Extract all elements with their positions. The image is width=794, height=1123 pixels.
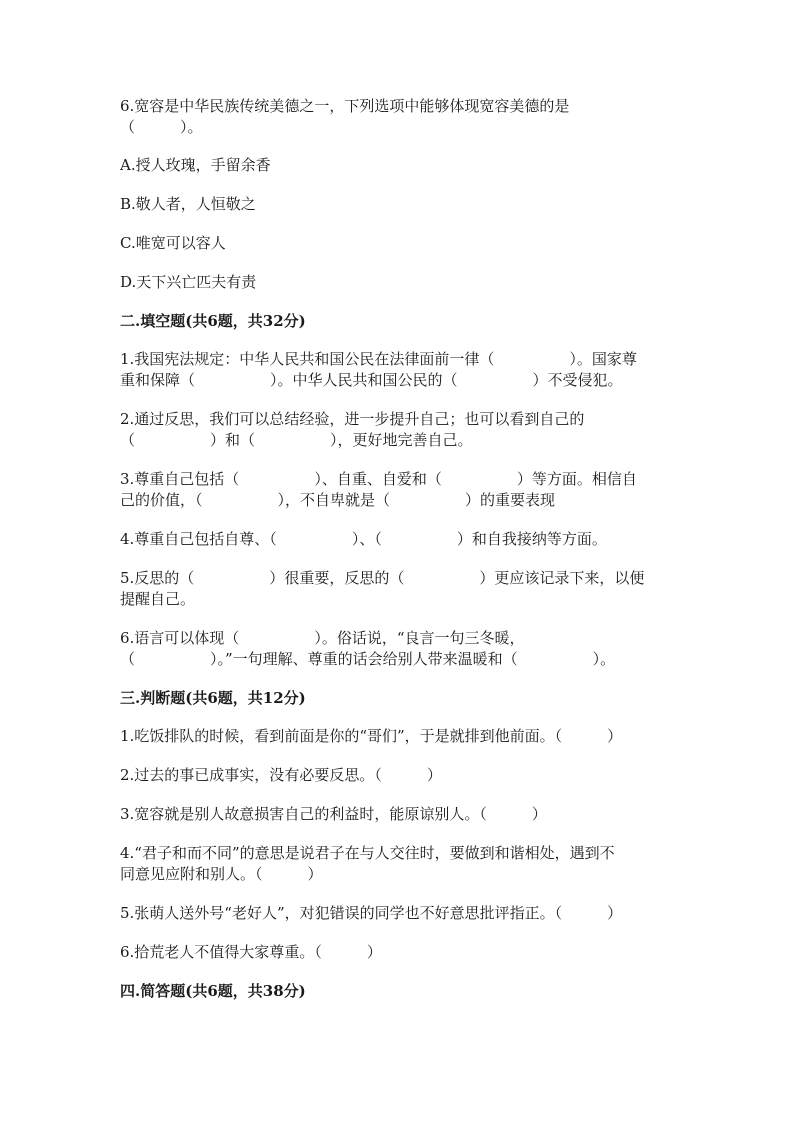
true-false-item	[120, 804, 680, 825]
item-line: 6.语言可以体现（ ）。俗话说，“良言一句三冬暖，	[120, 629, 525, 647]
item-line: 3.尊重自己包括（ ）、自重、自爱和（ ）等方面。相信自	[120, 470, 637, 488]
true-false-item	[120, 843, 680, 885]
choice-question-6	[120, 96, 680, 138]
item-line: 同意见应附和别人。（ ）	[120, 865, 323, 883]
item-line: 2.通过反思，我们可以总结经验，进一步提升自己；也可以看到自己的	[120, 410, 585, 428]
item-line: （ ）。”一句理解、尊重的话会给别人带来温暖和（ ）。	[120, 650, 616, 668]
fill-blank-item	[120, 349, 680, 391]
item-line: 己的价值，（ ），不自卑就是（ ）的重要表现	[120, 491, 556, 509]
fill-blank-item	[120, 628, 680, 670]
item-line: 5.张萌人送外号“老好人”，对犯错误的同学也不好意思批评指正。（ ）	[120, 904, 623, 922]
item-line: 1.吃饭排队的时候，看到前面是你的“哥们”，于是就排到他前面。（ ）	[120, 727, 623, 745]
fill-blank-item	[120, 529, 680, 550]
option-d: D.天下兴亡匹夫有责	[120, 273, 257, 291]
item-line: 4.尊重自己包括自尊、（ ）、（ ）和自我接纳等方面。	[120, 530, 607, 548]
option-c: C.唯宽可以容人	[120, 234, 226, 252]
true-false-item	[120, 903, 680, 924]
item-line: 2.过去的事已成事实，没有必要反思。（ ）	[120, 766, 442, 784]
section-heading-true-false: 三.判断题(共6题，共12分)	[120, 689, 306, 707]
item-line: 4.“君子和而不同”的意思是说君子在与人交往时，要做到和谐相处，遇到不	[120, 844, 615, 862]
option-a: A.授人玫瑰，手留余香	[120, 156, 271, 174]
question-text-line: （ ）。	[120, 118, 203, 136]
item-line: 3.宽容就是别人故意损害自己的利益时，能原谅别人。（ ）	[120, 805, 547, 823]
item-line: 提醒自己。	[120, 590, 196, 608]
question-text-line: 6.宽容是中华民族传统美德之一，下列选项中能够体现宽容美德的是	[120, 97, 570, 115]
item-line: 6.拾荒老人不值得大家尊重。（ ）	[120, 943, 382, 961]
fill-blank-item	[120, 469, 680, 511]
item-line: （ ）和（ ），更好地完善自己。	[120, 431, 473, 449]
option-b: B.敬人者，人恒敬之	[120, 195, 256, 213]
fill-blank-item	[120, 568, 680, 610]
true-false-item	[120, 726, 680, 747]
true-false-item	[120, 942, 680, 963]
section-heading-fill-blank: 二.填空题(共6题，共32分)	[120, 312, 306, 330]
item-line: 重和保障（ ）。中华人民共和国公民的（ ）不受侵犯。	[120, 371, 623, 389]
section-heading-short-answer: 四.简答题(共6题，共38分)	[120, 982, 306, 1000]
item-line: 1.我国宪法规定：中华人民共和国公民在法律面前一律（ ）。国家尊	[120, 350, 637, 368]
item-line: 5.反思的（ ）很重要，反思的（ ）更应该记录下来，以便	[120, 569, 645, 587]
true-false-item	[120, 765, 680, 786]
exam-page	[120, 96, 680, 1019]
fill-blank-item	[120, 409, 680, 451]
